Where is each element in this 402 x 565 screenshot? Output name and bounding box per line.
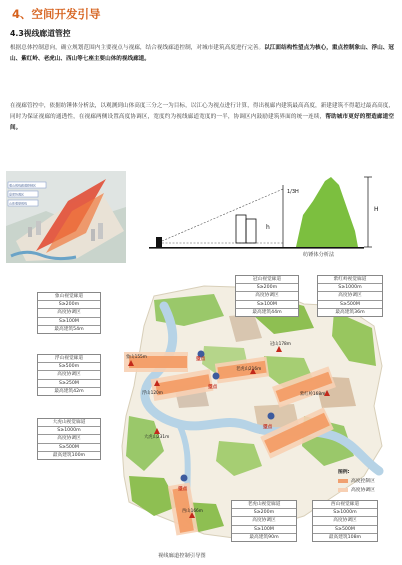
label-zihongling: 紫红岭168m	[300, 392, 326, 397]
infobox-zihongling	[317, 275, 383, 317]
method-text: 在视廊管控中，依据纺锤体分析法，以观测到山体高度三分之一为目标，以江心为视点进行计算，得出视廊内建筑最高高度，新建建筑不得超过最高高度，同时为保证视廊的通透性，在视廊两侧设置高度协调区，宽度约为视线廊道宽度的一半，协调区内鼓励建筑界面的统一连续，	[10, 103, 394, 120]
infobox-fushan-s2: S≥250M	[38, 380, 100, 388]
legend-label-control: 高度控制区	[351, 479, 375, 484]
infobox-xiangshan-zone: 高度协调区	[38, 309, 100, 317]
infobox-guanshan-height: 最高建筑44m	[252, 309, 282, 315]
infobox-xishan-zone: 高度协调区	[313, 517, 377, 525]
page-title: 4、空间开发引导	[12, 7, 101, 21]
label-xiangshan: 象山155m	[126, 355, 147, 360]
map-caption: 视线廊道控制引导图	[158, 553, 206, 559]
node-label-3: 望点	[263, 425, 273, 430]
label-laohushan: 老虎山216m	[236, 367, 262, 372]
infobox-zihongling-zone: 高度协调区	[318, 292, 382, 300]
infobox-laohushan-title: 老虎山视觉廊道	[232, 501, 296, 509]
infobox-laohushan-s2: S≥100M	[232, 526, 296, 534]
infobox-laohushan-zone: 高度协调区	[232, 517, 296, 525]
infobox-zihongling-title: 紫红岭视觉廊道	[318, 276, 382, 284]
label-fushan: 浮山120m	[142, 391, 163, 396]
map-legend	[338, 468, 375, 495]
infobox-dahushan-title: 大虎山视觉廊道	[38, 419, 100, 427]
infobox-dahushan-zone: 高度协调区	[38, 435, 100, 443]
legend-label-coordination: 高度协调区	[351, 488, 375, 493]
spindle-caption: 纺锤体分析法	[303, 252, 335, 258]
legend-title: 图例:	[338, 470, 350, 475]
infobox-guanshan-s2: S≥100M	[236, 301, 298, 309]
intro-bold-text: 以江面结构性望点为核心，重点控制象山、浮山、冠山、紫红岭、老虎山、西山等七座主要山体的视线廊道。	[10, 45, 394, 62]
infobox-zihongling-s1: S≥1000m	[318, 284, 382, 292]
infobox-fushan-height: 最高建筑42m	[54, 388, 84, 394]
aerial-note-3: 山体观望视线	[9, 201, 28, 206]
infobox-laohushan	[231, 500, 297, 542]
legend-item-height-coordination	[338, 486, 375, 493]
infobox-xishan-s2: S≥500M	[313, 526, 377, 534]
aerial-view-illustration	[6, 171, 126, 263]
infobox-xishan-height: 最高建筑108m	[328, 534, 362, 540]
label-guanshan: 冠山178m	[270, 342, 291, 347]
legend-swatch-control	[338, 479, 348, 483]
infobox-guanshan-zone: 高度协调区	[236, 292, 298, 300]
legend-item-height-control	[338, 477, 375, 484]
infobox-xishan	[312, 500, 378, 542]
infobox-xiangshan-title: 象山视觉廊道	[38, 293, 100, 301]
infobox-fushan-zone: 高度协调区	[38, 371, 100, 379]
intro-text: 根据总体控制意向，确立规划范围内主要视点与视廊，结合视线廊道控制，对城市建筑高度进行完善。	[10, 45, 265, 51]
aerial-note-2: 高度协调区	[9, 192, 25, 197]
infobox-fushan	[37, 354, 101, 396]
infobox-guanshan	[235, 275, 299, 317]
section-title: 4.3视线廊道管控	[10, 29, 71, 38]
label-xishan: 西山166m	[182, 509, 203, 514]
infobox-dahushan-s2: S≥500M	[38, 444, 100, 452]
infobox-dahushan-s1: S≥1000m	[38, 427, 100, 435]
infobox-xiangshan-s1: S≥200m	[38, 301, 100, 309]
method-paragraph	[10, 101, 394, 134]
infobox-xishan-title: 西山视觉廊道	[313, 501, 377, 509]
label-dahushan: 大虎山231m	[144, 435, 170, 440]
infobox-laohushan-s1: S≥200m	[232, 509, 296, 517]
infobox-fushan-title: 浮山视觉廊道	[38, 355, 100, 363]
aerial-note-1: 观山视线廊道控制区	[9, 183, 37, 188]
method-bold-text: 帮助城市更好的塑造廊道空间。	[10, 114, 394, 131]
infobox-fushan-s1: S≥500m	[38, 363, 100, 371]
infobox-guanshan-title: 冠山视觉廊道	[236, 276, 298, 284]
intro-paragraph	[10, 43, 394, 65]
infobox-zihongling-height: 最高建筑36m	[335, 309, 365, 315]
infobox-xishan-s1: S≥1000m	[313, 509, 377, 517]
infobox-xiangshan	[37, 292, 101, 334]
node-label-4: 望点	[178, 487, 188, 492]
label-h-mountain: H	[374, 206, 379, 213]
infobox-xiangshan-s2: S≥100M	[38, 318, 100, 326]
infobox-laohushan-height: 最高建筑90m	[249, 534, 279, 540]
infobox-zihongling-s2: S≥500M	[318, 301, 382, 309]
spindle-analysis-diagram	[143, 171, 396, 263]
infobox-dahushan	[37, 418, 101, 460]
label-one-third-h: 1/3H	[287, 189, 299, 195]
infobox-xiangshan-height: 最高建筑54m	[54, 326, 84, 332]
node-label-2: 望点	[208, 385, 218, 390]
infobox-dahushan-height: 最高建筑100m	[52, 452, 86, 458]
label-h: h	[266, 224, 270, 231]
infobox-guanshan-s1: S≥200m	[236, 284, 298, 292]
legend-swatch-coordination	[338, 488, 348, 492]
node-label-1: 望点	[196, 357, 206, 362]
